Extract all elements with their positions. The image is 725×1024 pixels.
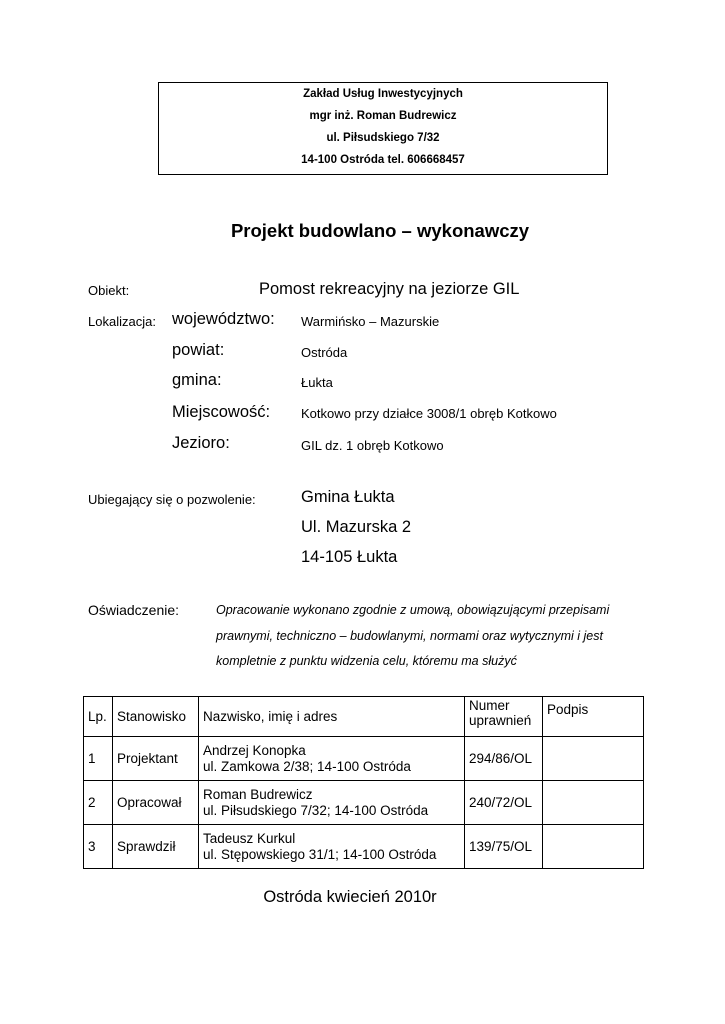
applicant-line-2: Ul. Mazurska 2 (301, 518, 412, 536)
header-permit-line2: uprawnień (469, 713, 532, 728)
cell-lp: 1 (84, 737, 113, 781)
object-label: Obiekt: (88, 283, 130, 298)
statement-line: kompletnie z punktu widzenia celu, któremu ma służyć (216, 654, 517, 668)
cell-address: ul. Zamkowa 2/38; 14-100 Ostróda (203, 758, 411, 774)
table-header-row (84, 697, 644, 737)
table-row (84, 781, 644, 825)
applicant-line-3: 14-105 Łukta (301, 548, 398, 566)
company-street: ul. Piłsudskiego 7/32 (326, 132, 440, 144)
cell-signature (543, 781, 644, 825)
header-name: Nazwisko, imię i adres (199, 697, 465, 737)
place-date: Ostróda kwiecień 2010r (263, 888, 437, 906)
document-title: Projekt budowlano – wykonawczy (230, 220, 530, 241)
cell-name-address (199, 825, 465, 869)
company-city-phone: 14-100 Ostróda tel. 606668457 (301, 154, 465, 166)
applicant-line-1: Gmina Łukta (301, 488, 395, 506)
cell-permit: 139/75/OL (465, 825, 543, 869)
header-permit-line1: Numer (469, 698, 510, 713)
cell-name: Tadeusz Kurkul (203, 830, 296, 846)
location-value-voivodeship: Warmińsko – Mazurskie (301, 314, 440, 329)
location-value-lake: GIL dz. 1 obręb Kotkowo (301, 438, 444, 453)
location-value-commune: Łukta (301, 375, 333, 390)
object-value: Pomost rekreacyjny na jeziorze GIL (259, 280, 520, 298)
header-signature: Podpis (543, 697, 644, 737)
location-label: Lokalizacja: (88, 314, 156, 329)
signatories-table (83, 696, 644, 869)
statement-text (216, 598, 656, 675)
location-key-locality: Miejscowość: (172, 403, 271, 421)
header-lp: Lp. (84, 697, 113, 737)
cell-name: Roman Budrewicz (203, 786, 313, 802)
location-value-county: Ostróda (301, 345, 348, 360)
cell-signature (543, 825, 644, 869)
statement-line: prawnymi, techniczno – budowlanymi, normami oraz wytycznymi i jest (216, 628, 603, 643)
cell-position: Sprawdził (113, 825, 199, 869)
cell-position: Opracował (113, 781, 199, 825)
cell-permit: 294/86/OL (465, 737, 543, 781)
statement-label: Oświadczenie: (88, 602, 180, 618)
applicant-label: Ubiegający się o pozwolenie: (88, 492, 256, 507)
statement-line: Opracowanie wykonano zgodnie z umową, obowiązującymi przepisami (216, 603, 610, 617)
cell-lp: 2 (84, 781, 113, 825)
cell-lp: 3 (84, 825, 113, 869)
location-value-locality: Kotkowo przy działce 3008/1 obręb Kotkowo (301, 406, 557, 421)
company-owner: mgr inż. Roman Budrewicz (309, 110, 457, 122)
location-key-county: powiat: (172, 341, 225, 359)
header-permit (465, 697, 543, 737)
cell-name-address (199, 737, 465, 781)
location-key-lake: Jezioro: (172, 434, 230, 452)
cell-name: Andrzej Konopka (203, 742, 306, 758)
cell-position: Projektant (113, 737, 199, 781)
table-row (84, 825, 644, 869)
company-header-box (158, 82, 608, 175)
company-name: Zakład Usług Inwestycyjnych (303, 88, 463, 100)
header-position: Stanowisko (113, 697, 199, 737)
cell-signature (543, 737, 644, 781)
cell-address: ul. Stępowskiego 31/1; 14-100 Ostróda (203, 846, 437, 862)
location-key-voivodeship: województwo: (172, 310, 275, 328)
location-key-commune: gmina: (172, 371, 222, 389)
table-row (84, 737, 644, 781)
cell-address: ul. Piłsudskiego 7/32; 14-100 Ostróda (203, 802, 429, 818)
cell-name-address (199, 781, 465, 825)
cell-permit: 240/72/OL (465, 781, 543, 825)
